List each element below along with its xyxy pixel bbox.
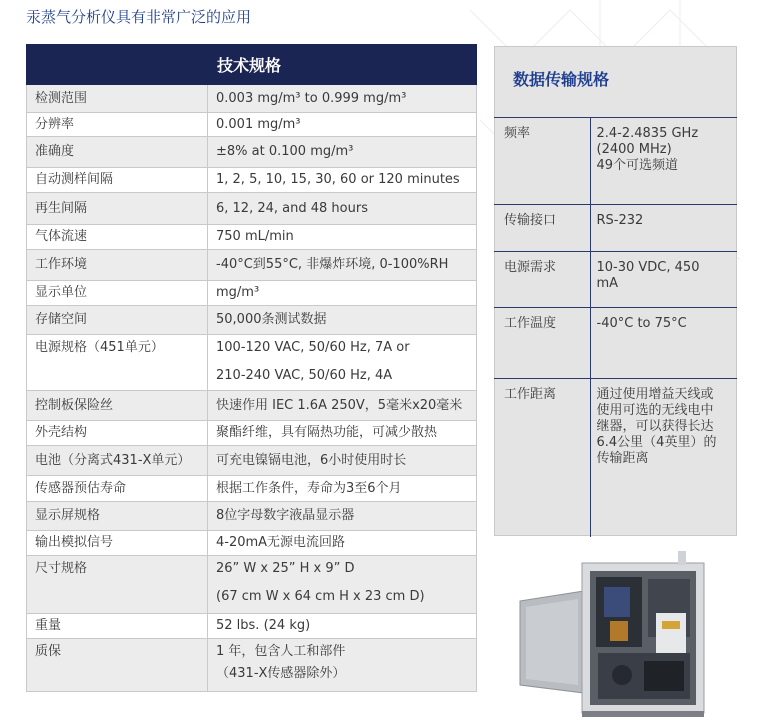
table-row: [27, 614, 477, 639]
row-value-line: 通过使用增益天线或: [596, 387, 714, 402]
row-label: 自动测样间隔: [27, 168, 208, 193]
row-value: 50,000条测试数据: [208, 306, 477, 335]
row-value: -40°C到55°C, 非爆炸环境, 0-100%RH: [208, 250, 477, 281]
row-value: 0.003 mg/m³ to 0.999 mg/m³: [208, 85, 477, 113]
row-value-line: 49个可选频道: [596, 158, 679, 173]
row-label: 工作距离: [494, 379, 590, 537]
table-row: [27, 391, 477, 421]
row-label: 再生间隔: [27, 193, 208, 225]
row-label: 频率: [494, 118, 590, 205]
table-row: [27, 193, 477, 225]
row-label: 显示屏规格: [27, 502, 208, 531]
row-value: 6, 12, 24, and 48 hours: [208, 193, 477, 225]
row-value-line2: 210-240 VAC, 50/60 Hz, 4A: [216, 368, 393, 383]
row-value: [590, 308, 737, 379]
row-label: 控制板保险丝: [27, 391, 208, 421]
table-row: [27, 113, 477, 137]
row-value: mg/m³: [208, 281, 477, 306]
table-row: [27, 639, 477, 692]
row-value-line1: 100-120 VAC, 50/60 Hz, 7A or: [216, 340, 410, 355]
row-value-line: 传输距离: [596, 451, 649, 466]
row-value: 8位字母数字液晶显示器: [208, 502, 477, 531]
table-row: [27, 335, 477, 391]
row-label: 电池（分离式431-X单元）: [27, 446, 208, 476]
row-label: 显示单位: [27, 281, 208, 306]
table-row: [27, 137, 477, 168]
row-value: 52 lbs. (24 kg): [208, 614, 477, 639]
page-title: 汞蒸气分析仪具有非常广泛的应用: [26, 8, 252, 26]
spec-table-header: 技术规格: [27, 45, 477, 85]
row-label: 传输接口: [494, 205, 590, 252]
row-value-line: -40°C to 75°C: [596, 316, 687, 331]
row-value: ±8% at 0.100 mg/m³: [208, 137, 477, 168]
row-value-line: 6.4公里（4英里）的: [596, 435, 717, 450]
row-value: [208, 335, 477, 391]
row-label: 外壳结构: [27, 421, 208, 446]
transmission-title: 数据传输规格: [513, 70, 610, 89]
table-row: [494, 252, 737, 308]
row-label: 气体流速: [27, 225, 208, 250]
table-row: [27, 531, 477, 556]
row-label: 准确度: [27, 137, 208, 168]
row-value-line: mA: [596, 276, 619, 291]
row-value: 0.001 mg/m³: [208, 113, 477, 137]
table-row: [27, 556, 477, 614]
table-row: [27, 502, 477, 531]
row-value-line2: (67 cm W x 64 cm H x 23 cm D): [216, 589, 425, 604]
row-value: 聚酯纤维，具有隔热功能，可减少散热: [208, 421, 477, 446]
row-value: [590, 252, 737, 308]
row-value: [590, 379, 737, 537]
analyzer-unit-photo: [512, 543, 717, 718]
table-row: [27, 168, 477, 193]
row-value-line: 10-30 VDC, 450: [596, 260, 700, 275]
row-label: 工作温度: [494, 308, 590, 379]
row-value-line: 使用可选的无线电中: [596, 403, 714, 418]
row-value: 根据工作条件，寿命为3至6个月: [208, 476, 477, 502]
row-value: 1, 2, 5, 10, 15, 30, 60 or 120 minutes: [208, 168, 477, 193]
row-label: 检测范围: [27, 85, 208, 113]
table-row: [27, 225, 477, 250]
row-value: 可充电镍镉电池，6小时使用时长: [208, 446, 477, 476]
row-value-line: 2.4-2.4835 GHz: [596, 126, 699, 141]
table-row: [27, 446, 477, 476]
row-value: 快速作用 IEC 1.6A 250V，5毫米x20毫米: [208, 391, 477, 421]
table-row: [27, 250, 477, 281]
row-label: 传感器预估寿命: [27, 476, 208, 502]
row-label: 重量: [27, 614, 208, 639]
table-row: [494, 118, 737, 205]
table-row: [27, 306, 477, 335]
row-value: [590, 205, 737, 252]
row-value: [208, 639, 477, 692]
table-row: [494, 308, 737, 379]
row-label: 存储空间: [27, 306, 208, 335]
table-row: [494, 379, 737, 537]
row-label: 电源需求: [494, 252, 590, 308]
table-row: [27, 476, 477, 502]
row-value-line: RS-232: [596, 213, 644, 228]
row-label: 尺寸规格: [27, 556, 208, 614]
row-value-line: (2400 MHz): [596, 142, 672, 157]
table-row: [27, 281, 477, 306]
row-label: 输出模拟信号: [27, 531, 208, 556]
row-value-line1: 1 年，包含人工和部件: [216, 644, 346, 659]
row-value: 750 mL/min: [208, 225, 477, 250]
transmission-table: [494, 117, 737, 537]
row-value-line2: （431-X传感器除外）: [216, 666, 346, 681]
row-value-line1: 26” W x 25” H x 9” D: [216, 561, 355, 576]
row-label: 分辨率: [27, 113, 208, 137]
row-value: 4-20mA无源电流回路: [208, 531, 477, 556]
data-transmission-panel: [494, 46, 737, 536]
technical-spec-table: [26, 44, 477, 692]
row-label: 电源规格（451单元）: [27, 335, 208, 391]
row-value: [590, 118, 737, 205]
row-label: 质保: [27, 639, 208, 692]
table-row: [27, 421, 477, 446]
table-row: [494, 205, 737, 252]
row-value-line: 继器，可以获得长达: [596, 419, 714, 434]
row-value: [208, 556, 477, 614]
table-row: [27, 85, 477, 113]
row-label: 工作环境: [27, 250, 208, 281]
